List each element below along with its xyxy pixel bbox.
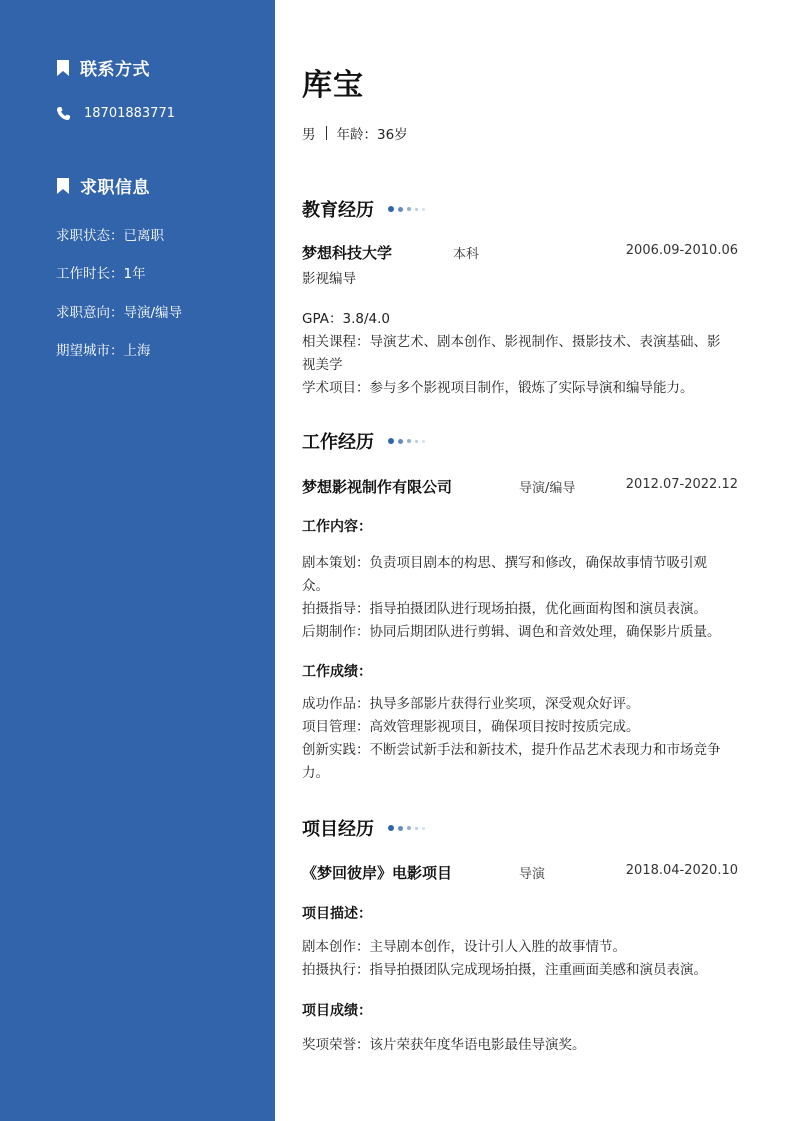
jobinfo-heading-label: 求职信息 (80, 178, 150, 198)
work-title: 工作经历 (302, 432, 374, 453)
work-achieve-3a: 创新实践：不断尝试新手法和新技术，提升作品艺术表现力和市场竞争 (302, 742, 721, 758)
work-content-3: 后期制作：协同后期团队进行剪辑、调色和音效处理，确保影片质量。 (302, 624, 721, 640)
project-entry-header (302, 862, 738, 884)
job-intention: 求职意向：导演/编导 (56, 305, 183, 321)
phone-number: 18701883771 (84, 106, 175, 121)
profile-meta (302, 123, 408, 143)
work-entry-header (302, 476, 738, 498)
phone-icon (56, 106, 71, 121)
project-name: 《梦回彼岸》电影项目 (302, 864, 453, 882)
work-date: 2012.07-2022.12 (625, 477, 738, 492)
work-duration: 工作时长：1年 (56, 266, 146, 282)
phone-row (56, 106, 175, 121)
work-content-2: 拍摄指导：指导拍摄团队进行现场拍摄，优化画面构图和演员表演。 (302, 601, 707, 617)
major: 影视编导 (302, 271, 356, 287)
candidate-name: 库宝 (302, 68, 364, 103)
project-result-1: 奖项荣誉：该片荣获年度华语电影最佳导演奖。 (302, 1037, 586, 1053)
project-date: 2018.04-2020.10 (625, 863, 738, 878)
education-section-title (302, 196, 429, 222)
project-desc-1: 剧本创作：主导剧本创作，设计引人入胜的故事情节。 (302, 939, 626, 955)
age: 年龄：36岁 (336, 127, 408, 143)
courses-line-2: 视美学 (302, 357, 343, 373)
expected-city: 期望城市：上海 (56, 343, 151, 359)
courses-line-1: 相关课程：导演艺术、剧本创作、影视制作、摄影技术、表演基础、影 (302, 334, 721, 350)
gender: 男 (302, 127, 316, 143)
work-role: 导演/编导 (519, 481, 576, 496)
project-desc-2: 拍摄执行：指导拍摄团队完成现场拍摄，注重画面美感和演员表演。 (302, 962, 707, 978)
gpa: GPA：3.8/4.0 (302, 311, 390, 327)
work-achieve-heading: 工作成绩： (302, 664, 372, 680)
project-role: 导演 (519, 867, 546, 882)
degree: 本科 (453, 247, 480, 262)
contact-heading (56, 55, 150, 80)
work-content-heading: 工作内容： (302, 519, 372, 535)
academic-projects: 学术项目：参与多个影视项目制作，锻炼了实际导演和编导能力。 (302, 380, 694, 396)
meta-divider (326, 126, 327, 140)
education-title: 教育经历 (302, 200, 374, 221)
education-date: 2006.09-2010.06 (625, 243, 738, 258)
work-achieve-1: 成功作品：执导多部影片获得行业奖项，深受观众好评。 (302, 696, 640, 712)
jobinfo-heading (56, 173, 150, 198)
work-achieve-2: 项目管理：高效管理影视项目，确保项目按时按质完成。 (302, 719, 640, 735)
company-name: 梦想影视制作有限公司 (302, 478, 453, 496)
job-status: 求职状态：已离职 (56, 228, 164, 244)
bookmark-icon (56, 178, 70, 194)
project-title: 项目经历 (302, 819, 374, 840)
project-desc-heading: 项目描述： (302, 906, 372, 922)
bookmark-icon (56, 60, 70, 76)
dots-decoration (388, 825, 429, 831)
project-result-heading: 项目成绩： (302, 1003, 372, 1019)
project-section-title (302, 815, 429, 841)
dots-decoration (388, 438, 429, 444)
work-content-1a: 剧本策划：负责项目剧本的构思、撰写和修改，确保故事情节吸引观 (302, 555, 707, 571)
sidebar (0, 0, 275, 1121)
work-section-title (302, 428, 429, 454)
main-content (302, 0, 738, 1121)
work-content-1b: 众。 (302, 578, 329, 594)
education-entry-header (302, 242, 738, 264)
contact-heading-label: 联系方式 (80, 60, 150, 80)
school-name: 梦想科技大学 (302, 244, 393, 262)
work-achieve-3b: 力。 (302, 765, 329, 781)
dots-decoration (388, 206, 429, 212)
